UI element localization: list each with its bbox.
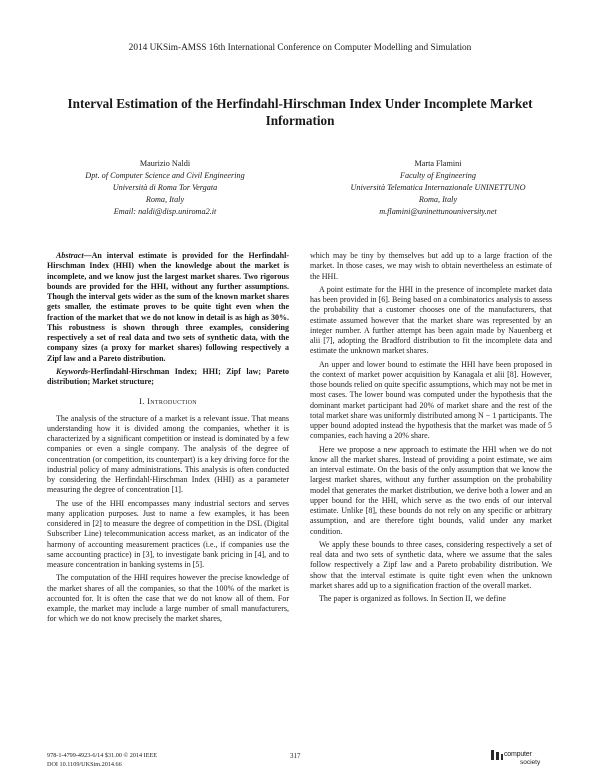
abstract-text: An interval estimate is provided for the Herfindahl-Hirschman Index (HHI) when the knowledge about the market is incomplete, and we know just the largest market shares. Two rigorous bounds are provided for the HHI, without any further assumptions. Though the interval gets wider as the sum of the known market shares gets smaller, the estimate proves to be quite tight even when the fraction of the market that we do not know in detail is as high as 30%. This robustness is shown through three examples, considering respectively a set of real data and two sets of synthetic data, with the company sizes (a proxy for market shares) following respectively a Zipf law and a Pareto distribution.: [47, 251, 289, 363]
paragraph: An upper and lower bound to estimate the HHI have been proposed in the context of market power acquisition by Kanagala et alii [8]. However, those bounds relied on quite specific assumptions, which may not be met in most cases. The lower bound was computed under the hypothesis that the dominant market participant had 20% of market share and the rest of the total market share was uniformly distributed among N − 1 participants. The upper bound adopted instead the hypothesis that the market was made of 5 companies, each having a 20% share.: [310, 359, 552, 441]
author-inst: Università di Roma Tor Vergata: [112, 183, 218, 192]
author-name: Marta Flamini: [414, 159, 462, 168]
author-inst: Università Telematica Internazionale UNINETTUNO: [350, 183, 526, 192]
paragraph: The computation of the HHI requires however the precise knowledge of the market shares of all the companies, so that the 100% of the market is accounted for. It is often the case that we do not know all of them. For example, the market may include a large number of small manufacturers, for which we do not know precisely the market shares,: [47, 573, 289, 624]
author-dept: Dpt. of Computer Science and Civil Engineering: [85, 171, 245, 180]
abstract-label: Abstract—: [56, 251, 92, 260]
author-email[interactable]: m.flamini@uninettunouniversity.net: [379, 207, 497, 216]
keywords: [47, 367, 289, 388]
logo-text-computer: computer: [504, 751, 532, 758]
paragraph: which may be tiny by themselves but add up to a large fraction of the market. In those cases, we may wish to obtain nevertheless an estimate of the HHI.: [310, 251, 552, 281]
logo-text-society: society: [520, 759, 541, 766]
paragraph: The use of the HHI encompasses many industrial sectors and serves many application purposes. Just to name a few examples, it has been considered in [2] to measure the degree of competition in the DSL (Digital Subscriber Line) telecommunication access market, as an indicator of the harmony of accounting measurement practices (i.e., if companies use the same accounting practice) in [3], to investigate bank pricing in [4], and to measure concentration in banking systems in [5].: [47, 498, 289, 569]
footer-isbn: 978-1-4799-4923-6/14 $31.00 © 2014 IEEE: [47, 752, 158, 759]
section-heading: [47, 396, 289, 406]
paper-title: Interval Estimation of the Herfindahl-Hirschman Index Under Incomplete Market Information: [67, 96, 533, 128]
paragraph: The paper is organized as follows. In Section II, we define: [319, 594, 506, 603]
abstract: [47, 251, 289, 364]
conference-header: 2014 UKSim-AMSS 16th International Conference on Computer Modelling and Simulation: [128, 43, 472, 53]
author-city: Roma, Italy: [145, 195, 185, 204]
section-numeral: I.: [139, 396, 145, 407]
footer-doi: DOI 10.1109/UKSim.2014.66: [47, 760, 122, 768]
computer-society-logo: [490, 748, 556, 772]
author-dept: Faculty of Engineering: [400, 171, 476, 180]
keywords-text: Herfindahl-Hirschman Index; HHI; Zipf law; Pareto distribution; Market structure;: [47, 366, 289, 386]
footer-left: [47, 752, 157, 769]
paragraph: A point estimate for the HHI in the presence of incomplete market data has been provided in [6]. Being based on a combinatorics analysis to assess the probability that a customer chooses one of the manufacturers, that estimate assumed however that the market share was represented by an integer number. A further attempt has been again made by Nauenberg et alii [7], adopting the Bradford distribution to fit the incomplete data and estimate the unknown market shares.: [310, 284, 552, 356]
author-email[interactable]: Email: naldi@disp.uniroma2.it: [113, 207, 217, 216]
section-title: Introduction: [147, 396, 197, 407]
paragraph: Here we propose a new approach to estimate the HHI when we do not know all the market shares. Instead of providing a point estimate, we aim an interval estimate. On the basis of the only assumption that we know the largest market shares, without any further assumption on the probability model that generates the market distribution, we derive both a lower and an upper bound for the HHI, which serve as the two ends of our interval estimate. Unlike [8], these bounds do not rely on any specific or arbitrary assumption, and are therefore tight bounds, valid under any market condition.: [310, 444, 552, 536]
column-right: [310, 251, 552, 607]
paragraph: We apply these bounds to three cases, considering respectively a set of real data and two sets of synthetic data, where we assume that the sales follow respectively a Zipf law and a Pareto probability distribution. We show that the interval estimate is quite tight even when the unknown market shares add up to a signification fraction of the overall market.: [310, 539, 552, 590]
page-number: 317: [290, 752, 301, 760]
computer-society-logo-icon: [490, 748, 504, 762]
column-left: [47, 251, 289, 628]
author-block-2: [318, 158, 558, 218]
author-block-1: [45, 158, 285, 218]
keywords-label: Keywords-: [56, 366, 91, 376]
author-name: Maurizio Naldi: [139, 159, 191, 168]
author-city: Roma, Italy: [418, 195, 458, 204]
paragraph: The analysis of the structure of a market is a relevant issue. That means understanding how it is divided among the companies, whether it is characterized by a significant competition or instead is dominated by a few companies or even a single company. The analysis of the degree of concentration (or competition, its counterpart) is a key driving force for the industrial policy of many administrations. This analysis is often conducted by considering the Herfindahl-Hirschman Index (HHI) as a parameter measuring the degree of concentration [1].: [47, 413, 289, 495]
